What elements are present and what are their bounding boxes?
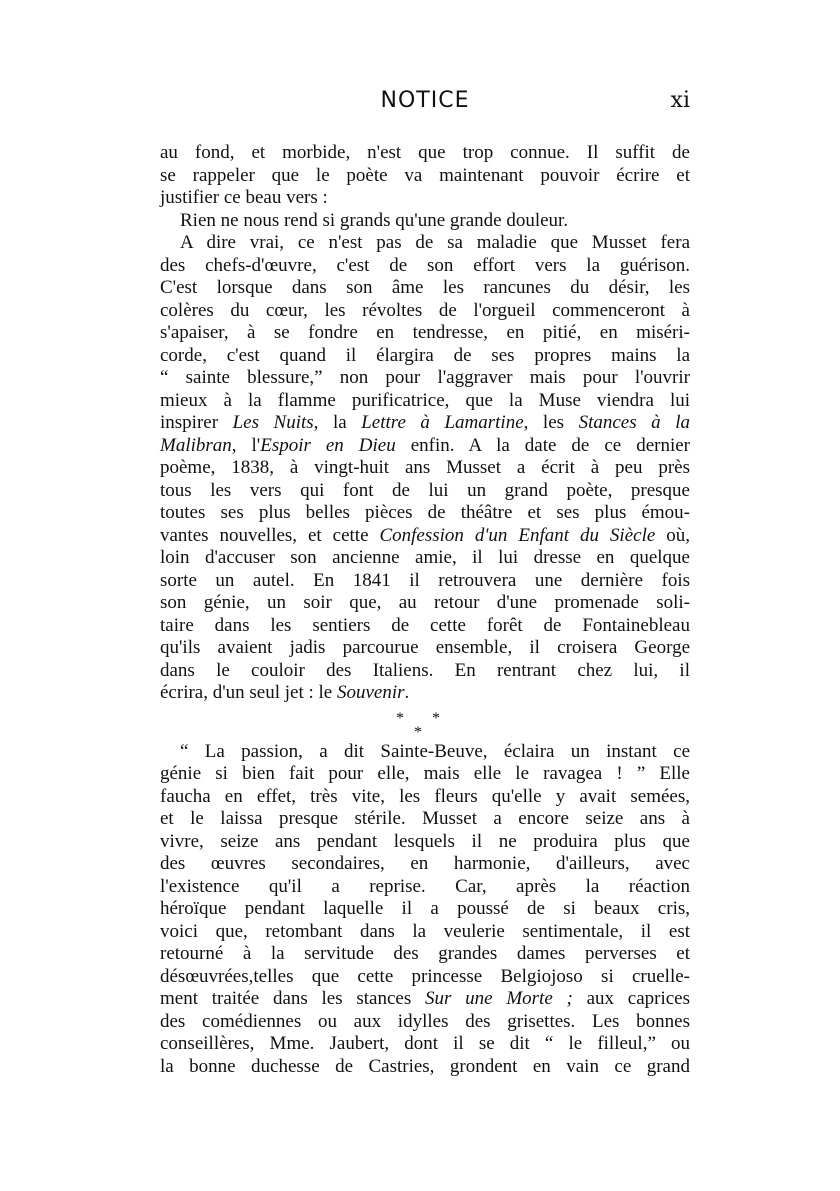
text-line: se rappeler que le poète va maintenant pouvoir écrire et	[160, 164, 690, 186]
text-line: toutes ses plus belles pièces de théâtre et ses plus émou-	[160, 502, 690, 523]
text-run: , les	[523, 412, 579, 433]
text-line: génie si bien fait pour elle, mais elle le ravagea ! ” Elle	[160, 763, 690, 784]
text-line: corde, c'est quand il élargira de ses propres mains la	[160, 344, 690, 366]
text-line: A dire vrai, ce n'est pas de sa maladie que Musset fera	[180, 232, 690, 253]
text-line: des œuvres secondaires, en harmonie, d'ailleurs, avec	[160, 853, 690, 874]
text-line: vivre, seize ans pendant lesquels il ne produira plus que	[160, 830, 690, 852]
text-run: , l'	[231, 434, 261, 456]
text-line: au fond, et morbide, n'est que trop connue. Il suffit de	[160, 142, 690, 163]
text-line: des comédiennes ou aux idylles des grisettes. Les bonnes	[160, 1010, 690, 1032]
text-line: colères du cœur, les révoltes de l'orgueil commenceront à	[160, 299, 690, 321]
text-line: mieux à la flamme purificatrice, que la Muse viendra lui	[160, 389, 690, 411]
text-line: retourné à la servitude des grandes dames perverses et	[160, 943, 690, 964]
text-line	[160, 988, 690, 1011]
text-line: son génie, un soir que, au retour d'une promenade soli-	[160, 592, 690, 613]
text-run: enfin. A la date de ce dernier	[395, 434, 690, 456]
text-run: où,	[655, 524, 690, 546]
paragraph	[160, 741, 690, 1079]
work-title: Les Nuits	[232, 412, 314, 433]
text-run: , la	[313, 412, 362, 433]
work-title: Lettre à Lamartine	[361, 412, 524, 433]
work-title: Stances à la	[578, 412, 690, 433]
text-line: désœuvrées,telles que cette princesse Belgiojoso si cruelle-	[160, 965, 690, 987]
text-line: voici que, retombant dans la veulerie sentimentale, il est	[160, 920, 690, 942]
work-title: Espoir en Dieu	[260, 434, 396, 456]
work-title: Souvenir	[337, 682, 405, 703]
running-head	[160, 88, 690, 120]
text-line: s'apaiser, à se fondre en tendresse, en pitié, en miséri-	[160, 322, 690, 343]
text-line	[160, 682, 690, 705]
page-title: NOTICE	[380, 88, 470, 113]
text-run: aux caprices	[572, 988, 690, 1009]
paragraph	[160, 142, 690, 210]
text-line: qu'ils avaient jadis parcourue ensemble, il croisera George	[160, 637, 690, 658]
quoted-verse: Rien ne nous rend si grands qu'une grande douleur.	[180, 209, 569, 231]
work-title: Sur une Morte ;	[425, 988, 573, 1009]
text-line	[160, 525, 690, 548]
text-line: justifier ce beau vers :	[160, 187, 328, 208]
text-line: dans le couloir des Italiens. En rentrant chez lui, il	[160, 659, 690, 681]
work-title: Confession d'un Enfant du Siècle	[379, 524, 656, 546]
text-line: des chefs-d'œuvre, c'est de son effort vers la guérison.	[160, 254, 690, 276]
text-line: “ sainte blessure,” non pour l'aggraver mais pour l'ouvrir	[160, 367, 690, 388]
text-line: faucha en effet, très vite, les fleurs qu'elle y avait semées,	[160, 785, 690, 807]
section-asterism	[160, 705, 690, 741]
text-line: “ La passion, a dit Sainte-Beuve, éclaira un instant ce	[180, 740, 690, 762]
text-run: inspirer	[160, 412, 233, 433]
text-line	[160, 412, 690, 435]
text-line: tous les vers qui font de lui un grand poète, presque	[160, 479, 690, 501]
text-line: C'est lorsque dans son âme les rancunes du désir, les	[160, 277, 690, 298]
paragraph	[160, 232, 690, 705]
page-number: xi	[670, 88, 690, 113]
text-run: .	[404, 682, 410, 703]
text-line: poème, 1838, à vingt-huit ans Musset a écrit à peu près	[160, 457, 690, 478]
text-line: héroïque pendant laquelle il a poussé de si beaux cris,	[160, 898, 690, 919]
text-run: écrira, d'un seul jet : le	[160, 682, 337, 703]
text-line: l'existence qu'il a reprise. Car, après la réaction	[160, 875, 690, 897]
text-line: conseillères, Mme. Jaubert, dont il se dit “ le filleul,” ou	[160, 1033, 690, 1054]
text-line: la bonne duchesse de Castries, grondent en vain ce grand	[160, 1055, 690, 1077]
text-line: sorte un autel. En 1841 il retrouvera une dernière fois	[160, 569, 690, 591]
text-run: vantes nouvelles, et cette	[160, 524, 380, 546]
body-text	[160, 142, 690, 1078]
text-line: et le laissa presque stérile. Musset a encore seize ans à	[160, 808, 690, 829]
text-run: ment traitée dans les stances	[160, 988, 425, 1009]
asterism-star: *	[396, 709, 404, 727]
work-title: Malibran	[160, 434, 232, 456]
text-line: taire dans les sentiers de cette forêt de Fontainebleau	[160, 614, 690, 636]
text-line	[160, 435, 690, 458]
asterism-star: *	[414, 723, 422, 741]
asterism-star: *	[432, 709, 440, 727]
text-line: loin d'accuser son ancienne amie, il lui dresse en quelque	[160, 547, 690, 568]
verse-quote	[160, 210, 690, 233]
